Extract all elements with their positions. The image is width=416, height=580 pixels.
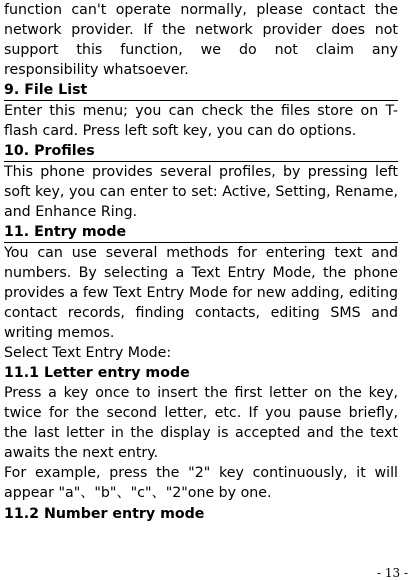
file-list-paragraph: Enter this menu; you can check the files store on T-flash card. Press left soft key, you can do options. [4, 103, 398, 139]
letter-entry-paragraph: Press a key once to insert the first letter on the key, twice for the second letter, etc. If you pause briefly, the last letter in the display is accepted and the text awaits the next entry. [4, 385, 398, 461]
heading-profiles: 10. Profiles [4, 141, 398, 162]
heading-letter-entry-mode: 11.1 Letter entry mode [4, 365, 190, 381]
intro-paragraph: function can't operate normally, please contact the network provider. If the network provider does not support this function, we do not claim any responsibility whatsoever. [4, 2, 398, 78]
entry-mode-paragraph: You can use several methods for entering text and numbers. By selecting a Text Entry Mode, the phone provides a few Text Entry Mode for new adding, editing contact records, finding contacts, editing SMS and writing memos. [4, 245, 398, 341]
heading-file-list: 9. File List [4, 80, 398, 101]
document-page [4, 0, 398, 524]
select-entry-mode-line: Select Text Entry Mode: [4, 345, 172, 361]
heading-number-entry-mode: 11.2 Number entry mode [4, 506, 205, 522]
letter-entry-example: For example, press the "2" key continuously, it will appear "a"、"b"、"c"、"2"one by one. [4, 465, 398, 501]
page-number: - 13 - [376, 566, 408, 580]
heading-entry-mode: 11. Entry mode [4, 222, 398, 243]
profiles-paragraph: This phone provides several profiles, by pressing left soft key, you can enter to set: Active, Setting, Rename, and Enhance Ring. [4, 164, 398, 220]
